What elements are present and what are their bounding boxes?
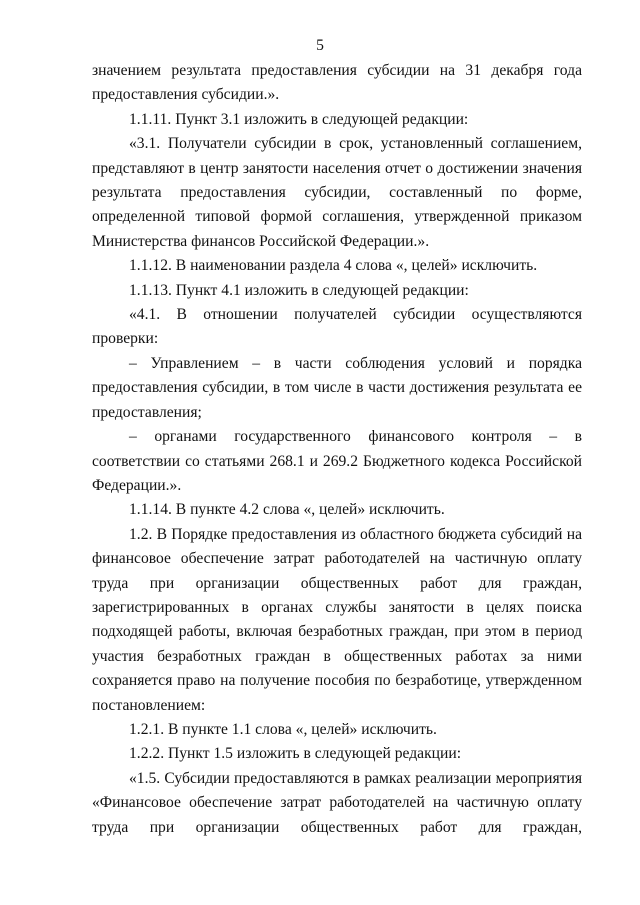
paragraph: 1.2. В Порядке предоставления из областного бюджета субсидий на финансовое обеспечение затрат работодателей на частичную оплату труда при организации общественных работ для граждан, зарегистрированных в органах службы занятости в целях поиска подходящей работы, включая безработных граждан, при этом в период участия безработных граждан в общественных работах за ними сохраняется право на получение пособия по безработице, утвержденном постановлением:: [92, 525, 582, 714]
paragraph: 1.1.11. Пункт 3.1 изложить в следующей редакции:: [129, 110, 469, 128]
paragraph: 1.1.13. Пункт 4.1 изложить в следующей редакции:: [129, 281, 469, 299]
paragraph: «1.5. Субсидии предоставляются в рамках реализации мероприятия «Финансовое обеспечение затрат работодателей на частичную оплату труда при организации общественных работ для граждан,: [92, 769, 582, 836]
paragraph: значением результата предоставления субсидии на 31 декабря года предоставления субсидии.».: [92, 62, 582, 104]
paragraph: 1.2.2. Пункт 1.5 изложить в следующей редакции:: [129, 745, 462, 763]
paragraph: 1.1.14. В пункте 4.2 слова «, целей» исключить.: [129, 501, 445, 519]
paragraph: 1.2.1. В пункте 1.1 слова «, целей» исключить.: [129, 720, 437, 738]
paragraph: – Управлением – в части соблюдения условий и порядка предоставления субсидии, в том числе в части достижения результата ее предоставления;: [92, 354, 582, 421]
paragraph: «4.1. В отношении получателей субсидии осуществляются проверки:: [92, 306, 582, 348]
paragraph: «3.1. Получатели субсидии в срок, установленный соглашением, представляют в центр занятости населения отчет о достижении значения результата предоставления субсидии, составленный по форме, определенной типовой формой соглашения, утвержденной приказом Министерства финансов Российской Федерации.».: [92, 135, 582, 250]
document-body: [92, 59, 582, 840]
paragraph: – органами государственного финансового контроля – в соответствии со статьями 268.1 и 269.2 Бюджетного кодекса Российской Федерации.».: [92, 428, 582, 494]
paragraph: 1.1.12. В наименовании раздела 4 слова «, целей» исключить.: [129, 257, 538, 275]
page-number: 5: [316, 37, 324, 54]
